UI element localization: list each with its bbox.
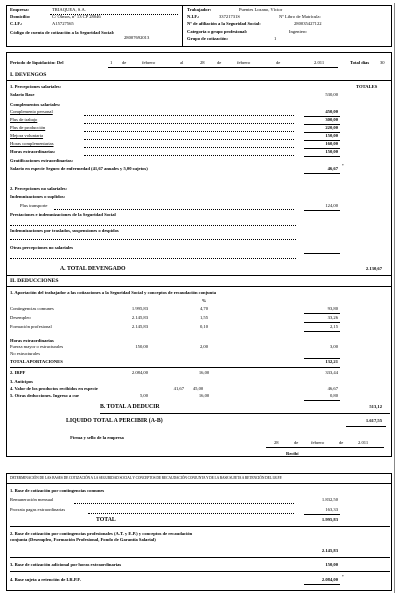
gratificaciones-label: Gratificaciones extraordinarias: [10, 158, 74, 163]
ded-row-pct: 0,10 [199, 324, 209, 329]
total-deducir-label: B. TOTAL A DEDUCIR [100, 404, 160, 410]
otras-label: Otras percepciones no salariales [10, 245, 74, 250]
devengo-item-label: Horas complementarias [10, 141, 54, 146]
domicilio-label: Domicilio: [10, 14, 31, 19]
plus-transporte-label: Plus transporte [20, 203, 48, 208]
payslip-sheet [4, 3, 396, 593]
irpf-base: 2.084,00 [131, 370, 148, 375]
deducciones-title-rule [6, 286, 392, 287]
period-de1: de [122, 60, 127, 65]
firma-label: Firma y sello de la empresa [70, 435, 124, 440]
b4-rule [304, 584, 340, 585]
ded-row-base: 2.145,83 [131, 324, 148, 329]
ded-row-base: 2.145,83 [131, 315, 148, 320]
fecha-month: febrero [311, 440, 325, 445]
plus-transporte-dots [54, 209, 294, 210]
period-to-day: 28 [200, 60, 205, 65]
fecha-de2: de [339, 440, 344, 445]
ded-row-value: 33,26 [327, 315, 338, 320]
b3-title: 3. Base de cotización adicional por horas extraordinarias [10, 562, 122, 567]
right-margin-rule [394, 3, 395, 593]
cif-label: C.I.F.: [10, 21, 23, 26]
categoria-value: Ingeniero [289, 29, 307, 34]
ded-otras-base: 5,00 [139, 393, 148, 398]
ded-otras-rule [304, 400, 340, 401]
total-aport-rule [10, 367, 340, 368]
nif-label: N.I.F.: [187, 14, 200, 19]
salariales-title: 1. Percepciones salariales: [10, 84, 62, 89]
b2-rule [10, 557, 390, 558]
devengos-title-rule [6, 80, 392, 81]
nif-value: 33721731S [219, 14, 240, 19]
b4-title: 4. Base sujeta a retención de I.R.P.F. [10, 577, 81, 582]
b2-title: 2. Base de cotización por contingencias profesionales (A.T. y E.P.) y conceptos de recaudación conjunta (Desempleo, Formación Profesional, Fondo de Garantía Salarial) [10, 531, 193, 542]
anticipos-label: 3. Anticipos [10, 379, 33, 384]
bases-total-label: TOTAL [96, 517, 116, 523]
fuerza-mayor-pct: 2,00 [199, 344, 209, 349]
matricula-label: Nº Libro de Matrícula: [279, 14, 321, 19]
b3-rule [10, 571, 390, 572]
irpf-value: 333,44 [325, 370, 338, 375]
ded-especie-label: 4. Valor de los productos recibidos en especie [10, 386, 98, 391]
prestaciones-label: Prestaciones e indemnizaciones de la Seguridad Social [10, 212, 116, 217]
fecha-de1: de [294, 440, 299, 445]
empresa-label: Empresa: [10, 7, 30, 12]
prorrata-label: Prorrata pagas extraordinarias [10, 507, 66, 512]
otras-rule [304, 253, 340, 254]
ded-especie-pct: 45,00 [192, 386, 204, 391]
devengo-item-rule [304, 156, 340, 157]
traslados-label: Indemnizaciones por traslados, suspensiones o despidos [10, 228, 119, 233]
fuerza-mayor-value: 3,00 [329, 344, 338, 349]
b1-title: 1. Base de cotización por contingencias comunes [10, 488, 105, 493]
devengo-item-value: 160,00 [325, 141, 338, 146]
prorrata-dots [88, 513, 294, 514]
total-devengado-label: A. TOTAL DEVENGADO [60, 266, 126, 272]
ded-row-value: 93,80 [327, 306, 338, 311]
total-deducir-value: 513,12 [369, 404, 382, 409]
header-divider [182, 5, 183, 47]
deducciones-title: II. DEDUCCIONES [10, 278, 59, 284]
fuerza-mayor-label: Fuerza mayor o estructurales [10, 344, 64, 349]
ccc-value: 28007692013 [124, 35, 150, 40]
devengo-item-dots [84, 123, 294, 124]
period-de2: de [217, 60, 222, 65]
no-salariales-title: 2. Percepciones no salariales: [10, 186, 68, 191]
remuneracion-value: 1.832,50 [321, 497, 338, 502]
ded-row-value: 2,15 [329, 324, 338, 329]
liquido-label: LIQUIDO TOTAL A PERCIBIR (A-B) [66, 418, 163, 424]
total-dias-value: 30 [380, 60, 385, 65]
otras-dots [10, 258, 296, 259]
devengo-item-label: Mejora voluntaria [10, 133, 44, 138]
ded-otras-value: 0,80 [329, 393, 338, 398]
period-de3: de [276, 60, 281, 65]
ded-row-rule [304, 313, 340, 314]
period-label: Periodo de liquidación: Del [10, 60, 64, 65]
devengo-item-label: Horas extraordinarias: [10, 149, 56, 154]
total-devengado-rule [6, 275, 392, 276]
pct-header: % [201, 298, 207, 303]
ded-row-rule [304, 322, 340, 323]
period-to-month: febrero [237, 60, 251, 65]
total-dias-label: Total días [350, 60, 370, 65]
fecha-year: 2.011 [358, 440, 369, 445]
prorrata-rule [304, 514, 340, 515]
devengo-item-dots [84, 131, 294, 132]
totales-label: TOTALES [356, 84, 378, 89]
trabajador-label: Trabajador: [187, 7, 212, 12]
period-underline [108, 67, 338, 68]
ded-especie-value: 46,67 [327, 386, 338, 391]
liquido-value: 1.617,55 [365, 418, 382, 423]
afiliacion-value: 280035427122 [294, 21, 322, 26]
total-deducir-rule [100, 413, 390, 414]
total-aport-label: TOTAL APORTACIONES [10, 359, 63, 364]
devengo-item-value: 220,00 [325, 125, 338, 130]
ded-otras-label: 5. Otras deducciones. Ingreso a cue [10, 393, 79, 398]
afiliacion-label: Nº de afiliación a la Seguridad Social: [187, 21, 261, 26]
indemnizaciones-label: Indemnizaciones o suplidos: [10, 194, 66, 199]
period-year: 2.011 [314, 60, 325, 65]
irpf-pct: 16,00 [198, 370, 210, 375]
fecha-day: 28 [274, 440, 279, 445]
complementos-label: Complementos salariales: [10, 102, 61, 107]
ded-row-base: 1.995,83 [131, 306, 148, 311]
especie-rule [304, 173, 340, 174]
domicilio-value: C/ Olmos, nº 13 CP 28046 [52, 14, 101, 19]
plus-transporte-rule [304, 210, 340, 211]
devengo-item-label: Complemento personal [10, 109, 53, 114]
total-aport-value: 132,21 [325, 359, 338, 364]
especie-asterisk: * [342, 164, 344, 168]
irpf-label: 2. IRPF [10, 370, 26, 375]
bases-total-value: 1.995,83 [321, 517, 338, 522]
bases-total-rule [10, 526, 390, 527]
grupo-value: 1 [274, 36, 277, 41]
period-from-day: 1 [110, 60, 113, 65]
period-al: al [180, 60, 184, 65]
devengo-item-label: Plus de trabajo [10, 117, 38, 122]
grupo-label: Grupo de cotización: [187, 36, 229, 41]
ded-row-label: Formación profesional [10, 324, 52, 329]
prestaciones-dots [10, 225, 296, 226]
b2-value: 2.145,83 [321, 548, 338, 553]
ded-row-label: Desempleo [10, 315, 31, 320]
salario-base-value: 530,00 [325, 92, 338, 97]
remuneracion-dots [74, 503, 294, 504]
devengo-item-label: Plus de producción [10, 125, 46, 130]
ded-especie-base: 41,67 [173, 386, 184, 391]
fuerza-mayor-base: 150,00 [135, 344, 148, 349]
aportacion-title: 1. Aportación del trabajador a las cotizaciones a la Seguridad Social y conceptos de recaudación conjunta [10, 290, 217, 295]
trabajador-value: Puentes Lozano, Víctor [239, 7, 283, 12]
empresa-value: TRIAQUEA, S.A. [52, 7, 86, 12]
categoria-label: Categoría o grupo profesional: [187, 29, 248, 34]
no-estructurales-label: No estructurales [10, 351, 40, 356]
ded-row-label: Contingencias comunes [10, 306, 54, 311]
devengo-item-value: 300,00 [325, 117, 338, 122]
salario-base-label: Salario Base [10, 92, 35, 97]
ded-row-pct: 4,70 [199, 306, 209, 311]
cif-value: A15727565 [52, 21, 74, 26]
bases-title: DETERMINACIÓN DE LAS BASES DE COTIZACIÓN A LA SEGURIDAD SOCIAL Y CONCEPTOS DE RECAUDACIÓN CONJUNTA Y DE LA BASE SUJETA A RETENCIÓN DEL I.R.P.F. [10, 476, 283, 480]
b3-value: 150,00 [325, 562, 338, 567]
b4-value: 2.084,00 [321, 577, 338, 582]
liquido-rule [346, 426, 386, 427]
horas-extra-label: Horas extraordinarias [10, 338, 54, 343]
fecha-rule [266, 447, 384, 448]
devengo-item-dots [84, 115, 294, 116]
ded-row-pct: 1,55 [199, 315, 209, 320]
ded-otras-pct: 16,00 [198, 393, 210, 398]
bases-title-rule [6, 483, 392, 484]
devengo-item-dots [84, 139, 294, 140]
devengo-item-dots [84, 147, 294, 148]
plus-transporte-value: 124,00 [325, 203, 338, 208]
recibi-label: Recibí [286, 451, 299, 456]
especie-label: Salario en especie Seguro de enfermedad (41,67 anuales y 5,00 sujetos) [10, 166, 148, 171]
ccc-label: Código de cuenta de cotización a la Seguridad Social: [10, 30, 115, 35]
devengos-title: I. DEVENGOS [10, 72, 47, 78]
total-devengado-value: 2.130,67 [365, 266, 382, 271]
b4-asterisk: * [342, 575, 344, 579]
remuneracion-label: Remuneración mensual [10, 497, 54, 502]
devengo-item-value: 450,00 [325, 109, 338, 114]
ded-row-rule [304, 331, 340, 332]
prorrata-value: 163,33 [325, 507, 338, 512]
devengo-item-dots [84, 155, 294, 156]
especie-value: 46,67 [327, 166, 338, 171]
devengo-item-value: 150,00 [325, 149, 338, 154]
traslados-dots [10, 239, 296, 240]
devengo-item-value: 150,00 [325, 133, 338, 138]
period-from-month: febrero [142, 60, 156, 65]
